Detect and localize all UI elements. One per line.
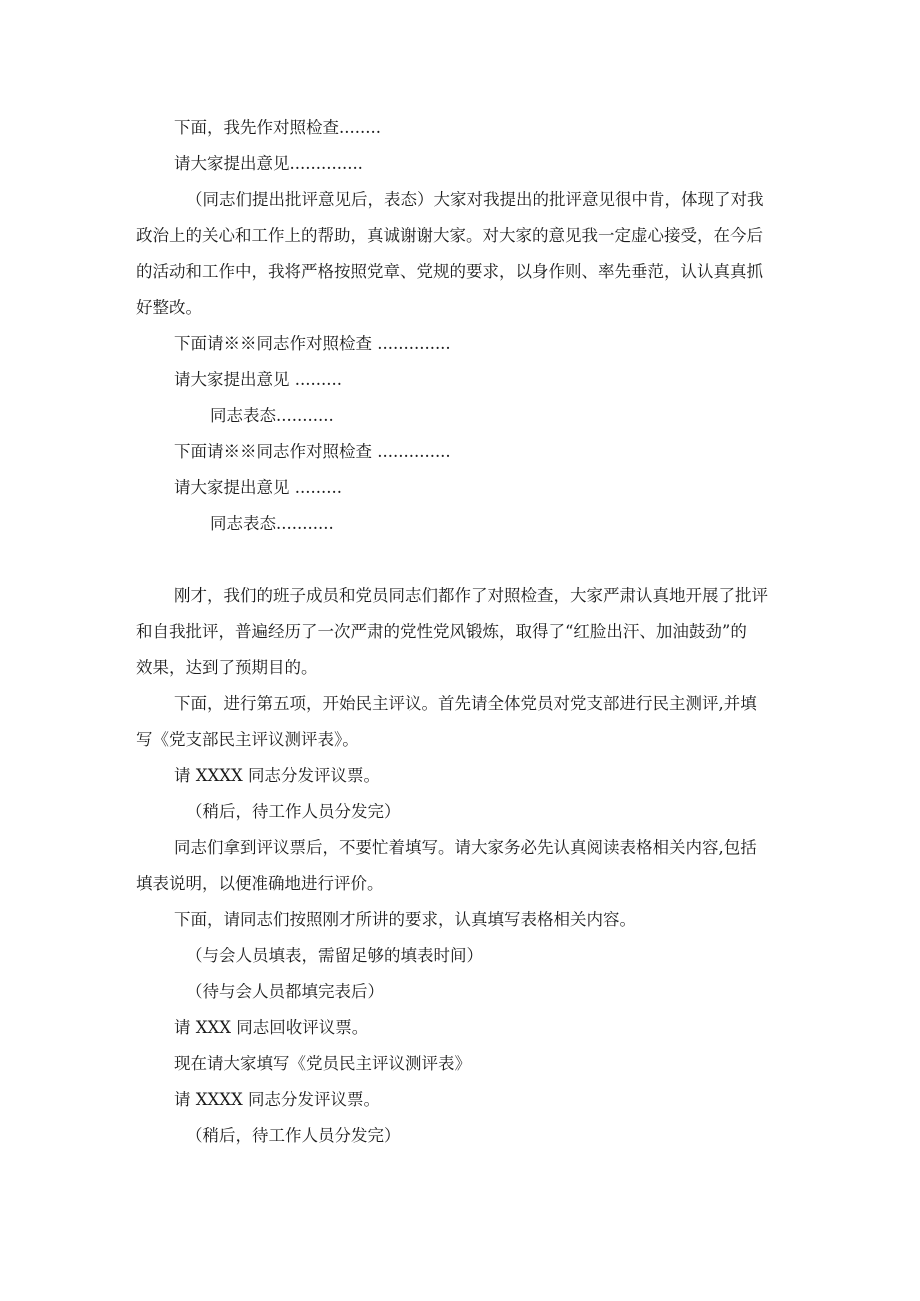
paragraph bbox=[136, 830, 786, 902]
text-line: 请大家提出意见 ......... bbox=[174, 478, 342, 497]
text-line: 请大家提出意见.............. bbox=[174, 154, 363, 173]
spacer bbox=[174, 542, 786, 578]
text-line: 下面请※※同志作对照检查 .............. bbox=[174, 442, 451, 461]
text-line: （稍后，待工作人员分发完） bbox=[186, 802, 401, 821]
text-line: 政治上的关心和工作上的帮助，真诚谢谢大家。对大家的意见我一定虚心接受，在今后 bbox=[136, 226, 763, 245]
paragraph bbox=[136, 578, 786, 686]
text-line: 现在请大家填写《党员民主评议测评表》 bbox=[174, 1054, 471, 1073]
text-line: （同志们提出批评意见后，表态）大家对我提出的批评意见很中肯，体现了对我 bbox=[186, 190, 764, 209]
text-line: 下面请※※同志作对照检查 .............. bbox=[174, 334, 451, 353]
text-line: 同志表态........... bbox=[210, 406, 334, 425]
text-line: 下面，请同志们按照刚才所讲的要求，认真填写表格相关内容。 bbox=[174, 910, 636, 929]
text-line: 请 XXXX 同志分发评议票。 bbox=[174, 766, 380, 785]
text-line: （稍后，待工作人员分发完） bbox=[186, 1126, 401, 1145]
text-line: 刚才，我们的班子成员和党员同志们都作了对照检查，大家严肃认真地开展了批评 bbox=[174, 586, 768, 605]
text-line: （与会人员填表，需留足够的填表时间） bbox=[186, 946, 483, 965]
document-body bbox=[136, 110, 786, 1154]
text-line: 和自我批评，普遍经历了一次严肃的党性党风锻炼，取得了“红脸出汗、加油鼓劲”的 bbox=[136, 622, 747, 641]
text-line: 的活动和工作中，我将严格按照党章、党规的要求，以身作则、率先垂范，认认真真抓 bbox=[136, 262, 763, 281]
text-line: 请 XXX 同志回收评议票。 bbox=[174, 1018, 369, 1037]
text-line: 同志表态........... bbox=[210, 514, 334, 533]
paragraph bbox=[136, 182, 786, 326]
text-line: 下面，进行第五项，开始民主评议。首先请全体党员对党支部进行民主测评,并填 bbox=[174, 694, 757, 713]
text-line: 请大家提出意见 ......... bbox=[174, 370, 342, 389]
text-line: 下面，我先作对照检查........ bbox=[174, 118, 381, 137]
text-line: 好整改。 bbox=[136, 298, 202, 317]
text-line: 写《党支部民主评议测评表》。 bbox=[136, 730, 359, 749]
paragraph bbox=[136, 686, 786, 758]
text-line: 同志们拿到评议票后，不要忙着填写。请大家务必先认真阅读表格相关内容,包括 bbox=[174, 838, 757, 857]
text-line: 效果，达到了预期目的。 bbox=[136, 658, 318, 677]
text-line: 填表说明，以便准确地进行评价。 bbox=[136, 874, 384, 893]
text-line: 请 XXXX 同志分发评议票。 bbox=[174, 1090, 380, 1109]
text-line: （待与会人员都填完表后） bbox=[186, 982, 384, 1001]
